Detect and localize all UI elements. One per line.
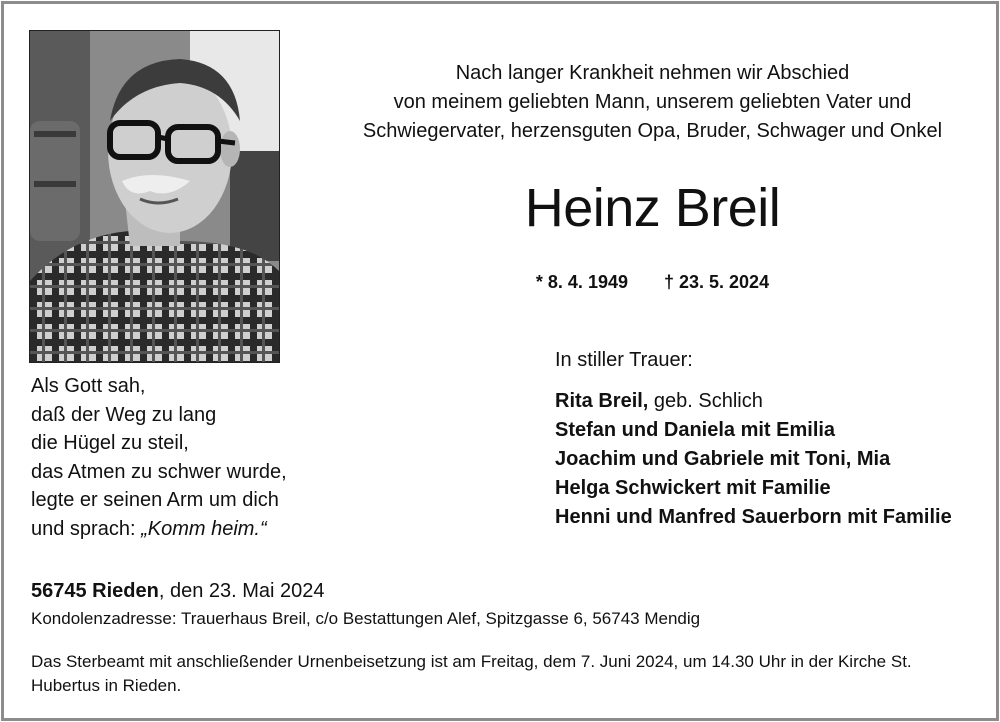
life-dates bbox=[330, 272, 975, 293]
poem-line bbox=[31, 515, 287, 544]
mourner-maiden-name: geb. Schlich bbox=[648, 390, 763, 412]
poem-line: Als Gott sah, bbox=[31, 375, 146, 397]
intro-line: von meinem geliebten Mann, unserem geliebten Vater und bbox=[393, 91, 912, 113]
funeral-note: Das Sterbeamt mit anschließender Urnenbeisetzung ist am Freitag, dem 7. Juni 2024, um 14.30 Uhr in der Kirche St. Hubertus in Rieden. bbox=[31, 652, 912, 695]
mourner-entry: Henni und Manfred Sauerborn mit Familie bbox=[555, 506, 952, 528]
intro-text bbox=[330, 59, 975, 146]
birth-date: * 8. 4. 1949 bbox=[535, 272, 628, 292]
poem-line: daß der Weg zu lang bbox=[31, 403, 217, 426]
place-and-date bbox=[31, 580, 325, 603]
death-date: † 23. 5. 2024 bbox=[663, 272, 770, 292]
poem-quote: „Komm heim.“ bbox=[141, 517, 267, 540]
deceased-name: Heinz Breil bbox=[524, 178, 781, 238]
poem bbox=[31, 372, 287, 543]
mourner-entry: Helga Schwickert mit Familie bbox=[555, 477, 831, 499]
mourners-list bbox=[555, 346, 952, 532]
place: 56745 Rieden bbox=[31, 580, 159, 602]
condolence-address: Kondolenzadresse: Trauerhaus Breil, c/o Bestattungen Alef, Spitzgasse 6, 56743 Mendig bbox=[31, 609, 701, 628]
poem-line-prefix: und sprach: bbox=[31, 517, 142, 540]
mourning-label: In stiller Trauer: bbox=[555, 349, 693, 371]
mourner-entry: Stefan und Daniela mit Emilia bbox=[555, 419, 836, 441]
intro-line: Schwiegervater, herzensguten Opa, Bruder, Schwager und Onkel bbox=[362, 120, 943, 142]
mourner-entry: Joachim und Gabriele mit Toni, Mia bbox=[555, 448, 891, 470]
mourner-name: Rita Breil, bbox=[555, 390, 649, 412]
poem-line: legte er seinen Arm um dich bbox=[31, 489, 279, 511]
poem-line: das Atmen zu schwer wurde, bbox=[31, 460, 287, 483]
mourner-entry bbox=[555, 387, 952, 416]
poem-line: die Hügel zu steil, bbox=[31, 432, 189, 454]
date-text: , den 23. Mai 2024 bbox=[158, 580, 325, 602]
intro-line: Nach langer Krankheit nehmen wir Abschied bbox=[455, 62, 850, 84]
portrait-photo bbox=[29, 30, 280, 363]
